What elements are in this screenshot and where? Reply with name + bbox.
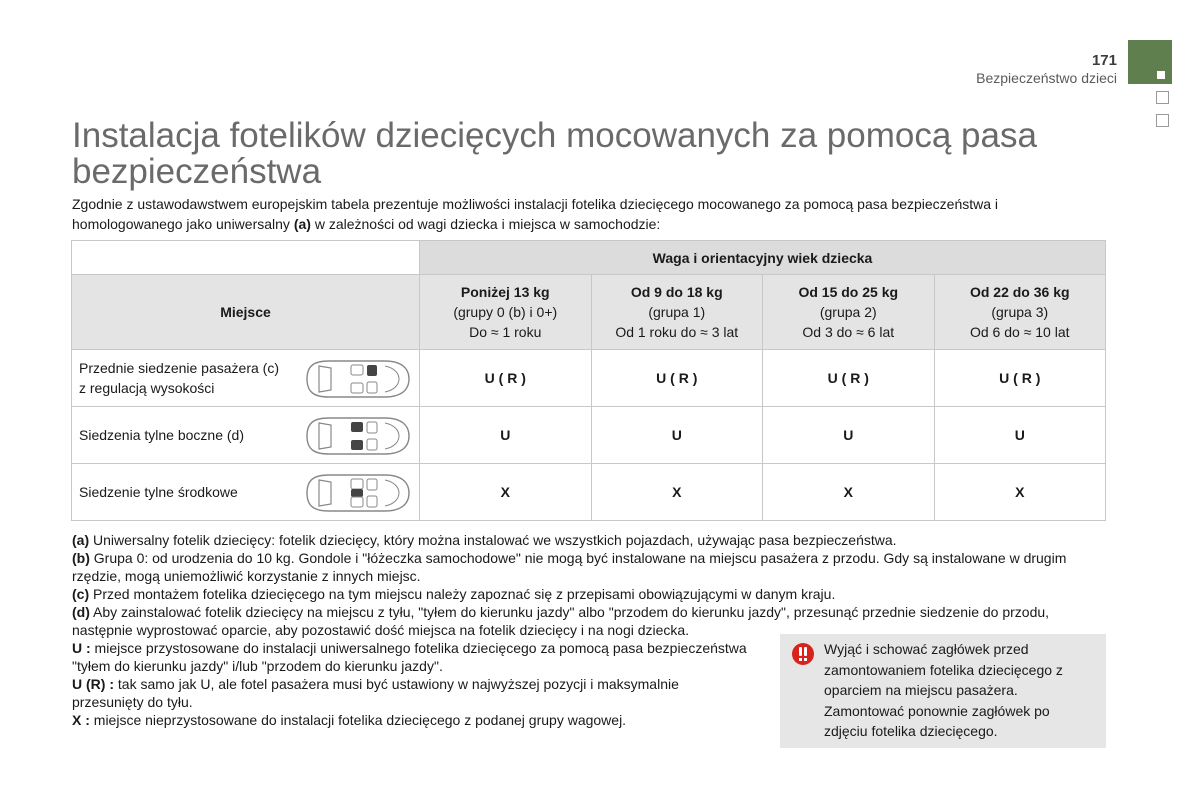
table-cell: U ( R ) [934,350,1106,407]
legend-ur: U (R) : tak samo jak U, ale fotel pasażera musi być ustawiony w najwyższej pozycji i maksymalnie przesunięty do tyłu. [72,676,679,710]
legend-x: X : miejsce nieprzystosowane do instalacji fotelika dziecięcego z podanej grupy wagowej. [72,712,627,728]
table-row [72,464,1106,521]
group-header: Poniżej 13 kg (grupy 0 (b) i 0+) Do ≈ 1 roku [420,275,592,350]
seat-label-sub: z regulacją wysokości [79,380,215,396]
table-row [72,350,1106,407]
weight-age-header: Waga i orientacyjny wiek dziecka [420,241,1106,275]
seat-cell [72,464,420,521]
intro-text: Zgodnie z ustawodawstwem europejskim tabela prezentuje możliwości instalacji fotelika dziecięcego mocowanego za pomocą pasa bezpieczeństwa i homologowanego jako uniwersalny [72,196,999,232]
car-seat-rear-side-icon [301,413,413,459]
warning-text: Wyjąć i schować zagłówek przed zamontowaniem fotelika dziecięcego z oparciem na miejscu pasażera. Zamontować ponownie zagłówek po zdjęciu fotelika dziecięcego. [824,641,1063,739]
table-cell: U [934,407,1106,464]
seat-cell [72,407,420,464]
group-header: Od 22 do 36 kg (grupa 3) Od 6 do ≈ 10 lat [934,275,1106,350]
legend-notes [72,639,752,729]
footnote-c: (c) Przed montażem fotelika dziecięcego na tym miejscu należy zapoznać się z przepisami obowiązującymi w danym kraju. [72,586,836,602]
table-cell: X [934,464,1106,521]
car-seat-front-icon [301,356,413,402]
table-cell: X [591,464,763,521]
footnote-d: (d) Aby zainstalować fotelik dziecięcy na miejscu z tyłu, "tyłem do kierunku jazdy" albo "przodem do kierunku jazdy", przesunąć przednie siedzenie do przodu, następnie wyprostować oparcie, aby pozostawić dość miejsca na fotelik dziecięcy i na nogi dziecka. [72,604,1050,638]
chapter-tab [1128,40,1172,84]
group-header: Od 15 do 25 kg (grupa 2) Od 3 do ≈ 6 lat [763,275,935,350]
page-number: 171 [1091,52,1117,69]
table-cell: X [763,464,935,521]
chapter-tab-empty-2 [1156,114,1169,127]
group-header: Od 9 do 18 kg (grupa 1) Od 1 roku do ≈ 3 lat [591,275,763,350]
table-cell: U [763,407,935,464]
intro-paragraph [72,194,1112,234]
car-seat-rear-center-icon [301,470,413,516]
seat-compatibility-table [71,240,1106,521]
table-cell: U ( R ) [763,350,935,407]
table-cell: U ( R ) [420,350,592,407]
table-cell: X [420,464,592,521]
table-cell: U [420,407,592,464]
seat-cell [72,350,420,407]
footnote-a: (a) Uniwersalny fotelik dziecięcy: fotelik dziecięcy, który można instalować we wszystkich pojazdach, używając pasa bezpieczeństwa. [72,532,897,548]
page-title: Instalacja fotelików dziecięcych mocowanych za pomocą pasa bezpieczeństwa [72,116,1037,191]
place-header: Miejsce [72,275,420,350]
warning-icon [792,643,814,665]
warning-box [780,634,1106,748]
table-row [72,407,1106,464]
intro-ref: (a) [293,216,311,232]
footnote-b: (b) Grupa 0: od urodzenia do 10 kg. Gondole i "łóżeczka samochodowe" nie mogą być instalowane na miejscu pasażera z przodu. Gdy są instalowane w drugim rzędzie, mogą uniemożliwić korzystanie z innych miejsc. [72,550,1067,584]
seat-label: Przednie siedzenie pasażera (c) [79,360,279,376]
seat-label: Siedzenie tylne środkowe [79,484,238,500]
section-name: Bezpieczeństwo dzieci [976,70,1117,86]
chapter-tab-empty-1 [1156,91,1169,104]
table-cell: U [591,407,763,464]
table-cell: U ( R ) [591,350,763,407]
seat-label: Siedzenia tylne boczne (d) [79,427,244,443]
legend-u: U : miejsce przystosowane do instalacji uniwersalnego fotelika dziecięcego za pomocą pasa bezpieczeństwa "tyłem do kierunku jazdy" i/lub "przodem do kierunku jazdy". [72,640,747,674]
intro-text-end: w zależności od wagi dziecka i miejsca w samochodzie: [310,216,661,232]
footnotes [72,531,1112,639]
chapter-tab-marker [1157,71,1165,79]
